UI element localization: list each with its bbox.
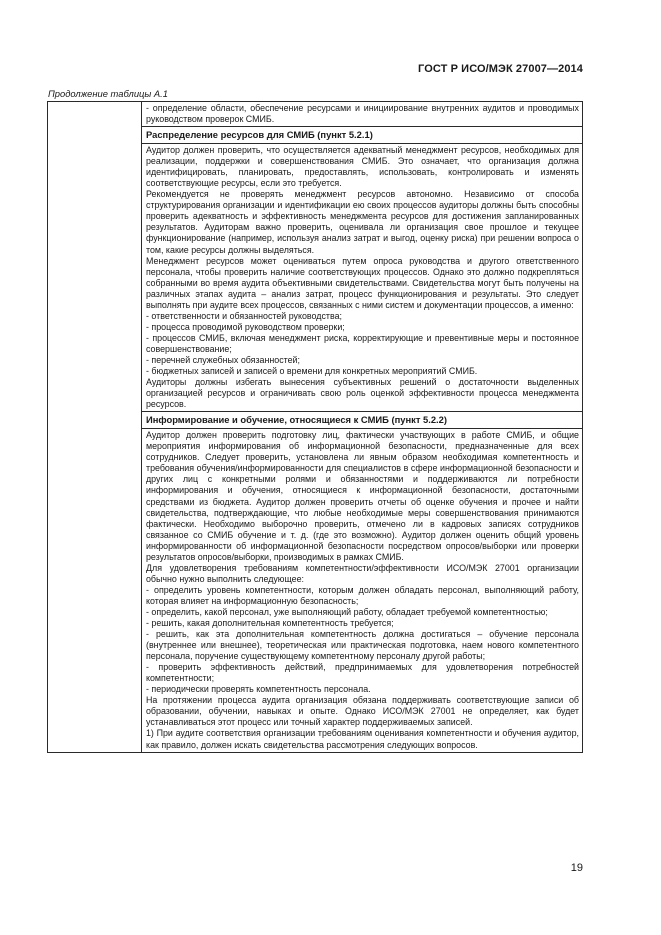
- table-a1-continuation: [47, 101, 583, 753]
- list-item: - проверить эффективность действий, предпринимаемых для удовлетворения потребностей компетентности;: [146, 662, 579, 684]
- list-item: - решить, как эта дополнительная компетентность должна достигаться – обучение персонала (внутреннее или внешнее), теоретическая или практическая подготовка, наем нового компетентного персонала, поручение существующему компетентному персоналу другой работы;: [146, 629, 579, 662]
- table-row: [48, 102, 583, 127]
- training-cell: [142, 429, 583, 752]
- list-item: - определить, какой персонал, уже выполняющий работу, обладает требуемой компетентностью;: [146, 606, 548, 617]
- paragraph: - определение области, обеспечение ресурсами и инициирование внутренних аудитов и проводимых руководством проверок СМИБ.: [146, 103, 579, 125]
- paragraph: Для удовлетворения требованиям компетентности/эффективности ИСО/МЭК 27001 организации обычно нужно выполнить следующее:: [146, 562, 579, 584]
- table-continuation-label: Продолжение таблицы А.1: [48, 88, 168, 99]
- list-item: - процесса проводимой руководством проверки;: [146, 321, 345, 332]
- paragraph: Рекомендуется не проверять менеджмент ресурсов автономно. Независимо от способа структурирования организации и идентификации ею своих процессов аудиторы должны быть способны проверить адекватность и эффективность менеджмента ресурсов для достижения запланированных результатов. Аудиторам важно проверить, оценивала ли организация свое прошлое и текущее функционирование (например, используя анализ затрат и выгод, оценку риска) при решении вопроса о том, какие ресурсы должны выделяться.: [146, 189, 579, 255]
- list-item: - процессов СМИБ, включая менеджмент риска, корректирующие и превентивные меры и постоянное совершенствование;: [146, 332, 579, 354]
- list-item: - определить уровень компетентности, которым должен обладать персонал, выполняющий работу, которая влияет на информационную безопасность;: [146, 584, 579, 606]
- left-empty-column: [48, 102, 142, 753]
- intro-cell: [142, 102, 583, 127]
- document-header: ГОСТ Р ИСО/МЭК 27007—2014: [418, 63, 583, 75]
- list-item: - ответственности и обязанностей руководства;: [146, 310, 342, 321]
- section-heading-training: Информирование и обучение, относящиеся к СМИБ (пункт 5.2.2): [142, 412, 583, 429]
- section-heading-resources: Распределение ресурсов для СМИБ (пункт 5.2.1): [142, 127, 583, 144]
- resources-cell: [142, 144, 583, 412]
- list-item: - перечней служебных обязанностей;: [146, 354, 300, 365]
- page-number: 19: [570, 862, 583, 874]
- paragraph: 1) При аудите соответствия организации требованиям оценивания компетентности и обучения аудитор, как правило, должен искать свидетельства рассмотрения следующих вопросов.: [146, 728, 579, 750]
- paragraph: Аудитор должен проверить, что осуществляется адекватный менеджмент ресурсов, необходимых для реализации, поддержки и совершенствования СМИБ. Это означает, что организация должна идентифицировать, планировать, предоставлять, использовать, контролировать и изменять соответствующие ресурсы, если это требуется.: [146, 145, 579, 189]
- list-item: - решить, какая дополнительная компетентность требуется;: [146, 618, 394, 629]
- list-item: - периодически проверять компетентность персонала.: [146, 684, 371, 695]
- paragraph: Аудиторы должны избегать вынесения субъективных решений о достаточности выделенных организацией ресурсов и ограничивать свою роль оценкой эффективности процесса менеджмента ресурсов.: [146, 377, 579, 410]
- paragraph: Аудитор должен проверить подготовку лиц, фактически участвующих в работе СМИБ, и общие мероприятия информирования об информационной безопасности, предназначенные для всех сотрудников. Следует проверить, установлена ли явным образом необходимая компетентность и требования обучения/информированности для специалистов в сфере информационной безопасности и других лиц с конкретными ролями и обязанностями и поддерживаются ли потребности информирования и обучения, относящиеся к информационной безопасности, достаточными средствами из бюджета. Аудитор должен проверить отчеты об оценке обучения и прочее и найти свидетельства, подтверждающие, что любые необходимые меры совершенствования принимаются фактически. Необходимо выборочно проверить, отмечено ли в кадровых записях сотрудников связанное со СМИБ обучение и т. д. (где это возможно). Аудитор должен оценить общий уровень информированности об информационной безопасности посредством опросов/выборки или проверки результатов опросов/выборки, производимых в рамках СМИБ.: [146, 430, 579, 562]
- paragraph: На протяжении процесса аудита организация обязана поддерживать соответствующие записи об образовании, обучении, навыках и опыте. Однако ИСО/МЭК 27001 не определяет, как будет устанавливаться этот процесс или точный характер поддерживаемых записей.: [146, 695, 579, 728]
- list-item: - бюджетных записей и записей о времени для конкретных мероприятий СМИБ.: [146, 366, 478, 377]
- paragraph: Менеджмент ресурсов может оцениваться путем опроса руководства и другого ответственного персонала, чтобы проверить наличие соответствующих процессов. Однако это должно подкрепляться собранными во время аудита объективными свидетельствами. Свидетельства могут быть получены на различных этапах аудита – анализ затрат, процесс функционирования и результаты. Это следует выполнять при аудите всех процессов, связанных с ними систем и документации процессов, а именно:: [146, 255, 579, 310]
